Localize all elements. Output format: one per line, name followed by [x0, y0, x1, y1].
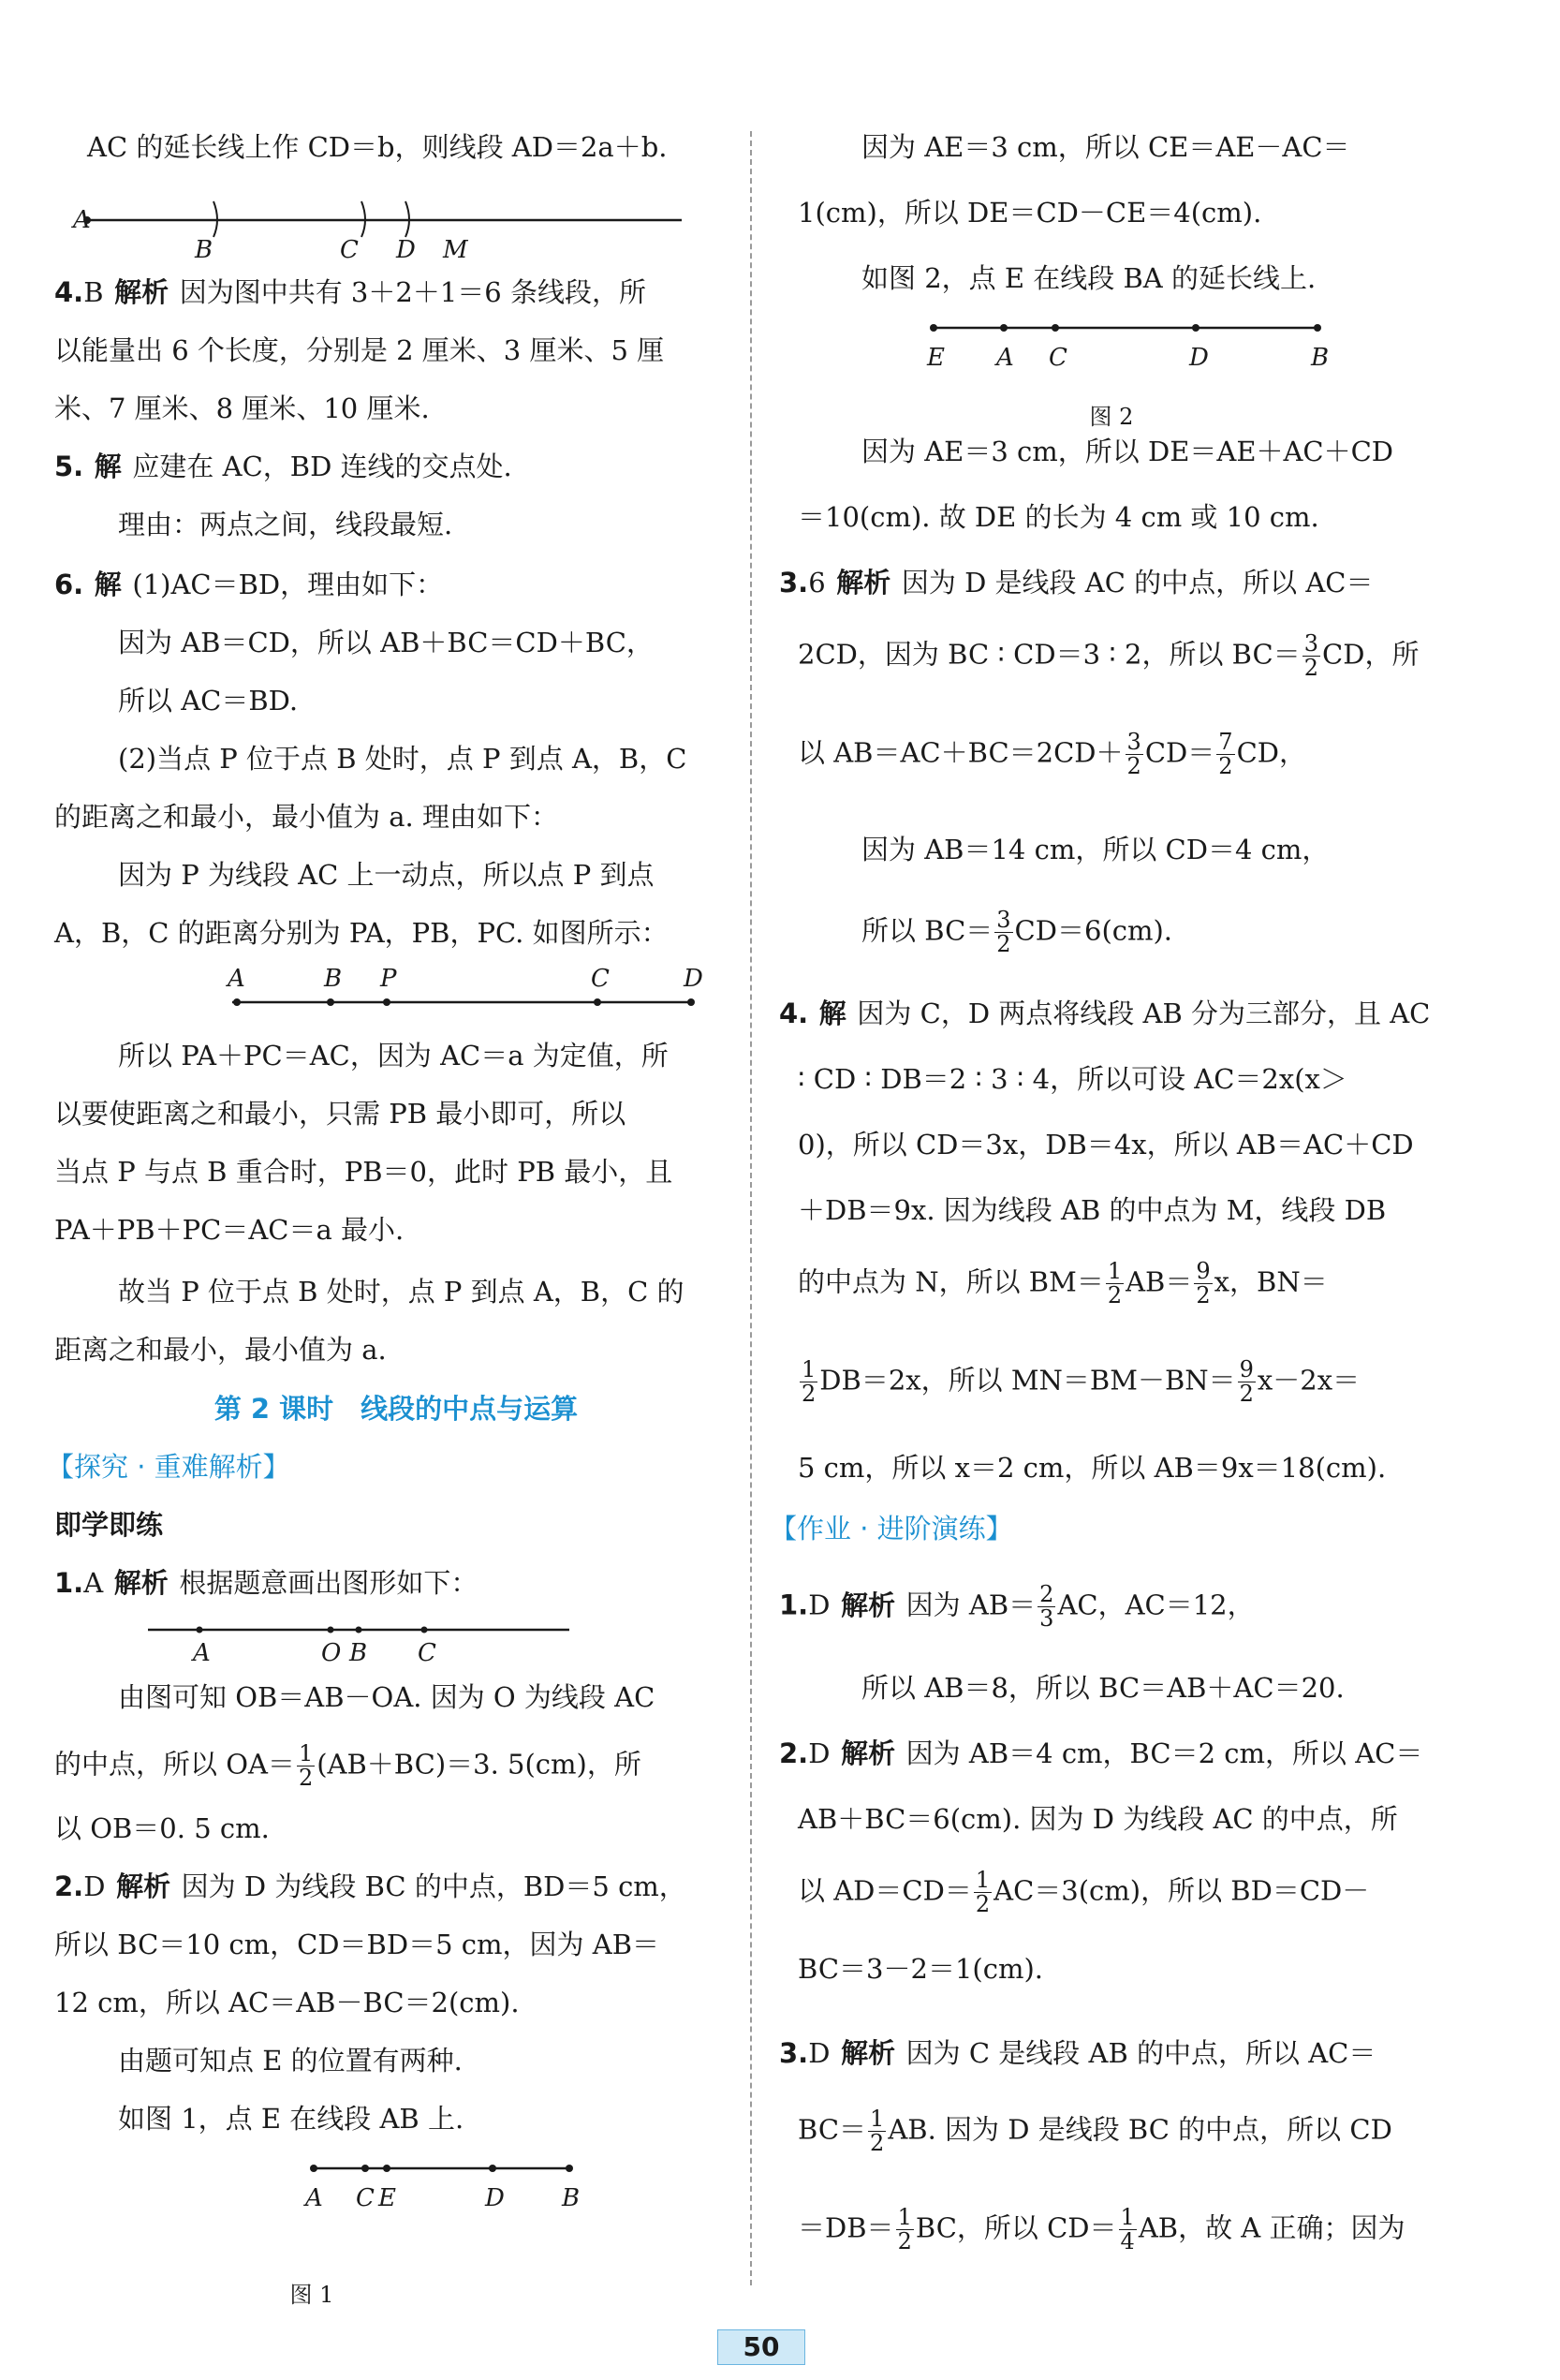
p1-line4: 以 OB＝0. 5 cm.	[54, 1812, 270, 1844]
q6-line7: A，B，C 的距离分别为 PA，PB，PC. 如图所示：	[54, 917, 669, 949]
p4-line3: 0)，所以 CD＝3x，DB＝4x，所以 AB＝AC＋CD	[798, 1129, 1414, 1160]
h3-line1: 3.D 解析 因为 C 是线段 AB 的中点，所以 AC＝	[779, 2037, 1376, 2069]
label-b: B	[324, 965, 343, 993]
label-c: C	[591, 965, 610, 993]
fraction: $\frac{1}{2}$	[975, 1867, 991, 1918]
label-e: E	[378, 2184, 396, 2212]
label-a: A	[305, 2184, 323, 2212]
h1-line1: 1.D 解析 因为 AB＝ $\frac{2}{3}$ AC，AC＝12，	[779, 1581, 1255, 1633]
p4-line4: ＋DB＝9x. 因为线段 AB 的中点为 M，线段 DB	[798, 1194, 1387, 1226]
fraction: $\frac{1}{2}$	[802, 1356, 817, 1408]
label-c: C	[1049, 344, 1067, 372]
subsection-heading: 即学即练	[54, 1509, 164, 1541]
fraction: $\frac{1}{2}$	[1107, 1258, 1123, 1309]
label-o: O	[321, 1639, 342, 1667]
p3-line1: 3.6 解析 因为 D 是线段 AC 的中点，所以 AC＝	[779, 567, 1374, 599]
page-number: 50	[717, 2329, 805, 2365]
label-b: B	[1311, 344, 1330, 372]
label-a: A	[193, 1639, 211, 1667]
q6-line5: 的距离之和最小，最小值为 a. 理由如下：	[54, 801, 558, 833]
q5-line1: 5. 解 应建在 AC，BD 连线的交点处.	[54, 451, 512, 482]
text-line: 1(cm)，所以 DE＝CD－CE＝4(cm).	[798, 197, 1262, 229]
h1-line2: 所以 AB＝8，所以 BC＝AB＋AC＝20.	[861, 1672, 1345, 1704]
q6-line1: 6. 解 (1)AC＝BD，理由如下：	[54, 569, 444, 600]
text-line: 如图 2，点 E 在线段 BA 的延长线上.	[861, 262, 1317, 294]
label-m: M	[443, 236, 468, 264]
label-c: C	[340, 236, 359, 264]
column-divider	[750, 131, 752, 2285]
h2-line3: 以 AD＝CD＝ $\frac{1}{2}$ AC＝3(cm)，所以 BD＝CD－	[798, 1867, 1370, 1918]
p2-line2: 所以 BC＝10 cm，CD＝BD＝5 cm，因为 AB＝	[54, 1929, 660, 1960]
p2-line5: 如图 1，点 E 在线段 AB 上.	[118, 2103, 464, 2135]
text-line: ＝10(cm). 故 DE 的长为 4 cm 或 10 cm.	[798, 501, 1319, 533]
q6-line3: 所以 AC＝BD.	[118, 685, 299, 717]
label-d: D	[1189, 344, 1209, 372]
p4-line2: ∶ CD ∶ DB＝2 ∶ 3 ∶ 4，所以可设 AC＝2x(x＞	[798, 1063, 1347, 1095]
q6-line2: 因为 AB＝CD，所以 AB＋BC＝CD＋BC，	[118, 627, 654, 658]
text-line: 因为 AE＝3 cm，所以 DE＝AE＋AC＋CD	[861, 436, 1394, 467]
label-a: A	[228, 965, 245, 993]
q6-line8: 所以 PA＋PC＝AC，因为 AC＝a 为定值，所	[118, 1040, 669, 1072]
fraction: $\frac{3}{2}$	[1126, 729, 1141, 780]
q4-line2: 以能量出 6 个长度，分别是 2 厘米、3 厘米、5 厘	[54, 334, 665, 366]
fraction: $\frac{1}{2}$	[870, 2106, 885, 2157]
label-b: B	[349, 1639, 368, 1667]
label-p: P	[380, 965, 397, 993]
label-c: C	[356, 2184, 375, 2212]
q6-line12: 故当 P 位于点 B 处时，点 P 到点 A，B，C 的	[118, 1276, 684, 1308]
p3-line2: 2CD，因为 BC ∶ CD＝3 ∶ 2，所以 BC＝ $\frac{3}{2}$ CD，所	[798, 630, 1420, 682]
p3-line4: 因为 AB＝14 cm，所以 CD＝4 cm，	[861, 834, 1330, 865]
fraction: $\frac{3}{2}$	[996, 907, 1011, 958]
p4-line1: 4. 解 因为 C，D 两点将线段 AB 分为三部分，且 AC	[779, 998, 1431, 1029]
fraction: $\frac{1}{2}$	[298, 1740, 314, 1792]
figure-1-segment	[242, 2150, 635, 2215]
figure-segment-abcdm	[73, 192, 747, 267]
h2-line4: BC＝3－2＝1(cm).	[798, 1953, 1043, 1985]
p4-line6: $\frac{1}{2}$ DB＝2x，所以 MN＝BM－BN＝ $\frac{9}{2}$ x－2x＝	[802, 1356, 1361, 1408]
fraction: $\frac{1}{4}$	[1120, 2204, 1135, 2255]
section-heading: 【探究 · 重难解析】	[47, 1451, 290, 1483]
q6-line10: 当点 P 与点 B 重合时，PB＝0，此时 PB 最小，且	[54, 1156, 673, 1188]
p1-line1: 1.A 解析 根据题意画出图形如下：	[54, 1567, 478, 1599]
fraction: $\frac{2}{3}$	[1039, 1581, 1054, 1633]
fraction: $\frac{9}{2}$	[1196, 1258, 1211, 1309]
figure-1-caption: 图 1	[289, 2282, 334, 2308]
q6-line9: 以要使距离之和最小，只需 PB 最小即可，所以	[54, 1098, 626, 1130]
q4-line1: 4.B 解析 因为图中共有 3＋2＋1＝6 条线段，所	[54, 276, 646, 308]
q5-line2: 理由：两点之间，线段最短.	[118, 509, 453, 540]
section-heading: 【作业 · 进阶演练】	[770, 1513, 1013, 1545]
label-c: C	[418, 1639, 436, 1667]
p1-line3: 的中点，所以 OA＝ $\frac{1}{2}$ (AB＋BC)＝3. 5(cm)，所	[54, 1740, 641, 1792]
label-b: B	[195, 236, 213, 264]
figure-segment-abpcd	[110, 960, 703, 1026]
figure-2-caption: 图 2	[1089, 404, 1134, 430]
q6-line4: (2)当点 P 位于点 B 处时，点 P 到点 A，B，C	[118, 743, 687, 775]
lesson-title: 第 2 课时 线段的中点与运算	[213, 1393, 579, 1425]
p2-line1: 2.D 解析 因为 D 为线段 BC 的中点，BD＝5 cm，	[54, 1870, 686, 1902]
q6-line6: 因为 P 为线段 AC 上一动点，所以点 P 到点	[118, 859, 655, 891]
label-d: D	[396, 236, 416, 264]
h2-line1: 2.D 解析 因为 AB＝4 cm，BC＝2 cm，所以 AC＝	[779, 1737, 1423, 1769]
figure-segment-aobc	[148, 1616, 616, 1672]
label-b: B	[562, 2184, 581, 2212]
label-d: D	[485, 2184, 505, 2212]
p3-line3: 以 AB＝AC＋BC＝2CD＋ $\frac{3}{2}$ CD＝ $\frac{7}{2}$ CD，	[798, 729, 1307, 780]
p2-line4: 由题可知点 E 的位置有两种.	[118, 2045, 463, 2077]
q6-line11: PA＋PB＋PC＝AC＝a 最小.	[54, 1214, 405, 1246]
fraction: $\frac{9}{2}$	[1239, 1356, 1254, 1408]
fraction: $\frac{3}{2}$	[1303, 630, 1318, 682]
h3-line3: ＝DB＝ $\frac{1}{2}$ BC，所以 CD＝ $\frac{1}{4}$ AB，故 A 正确；因为	[798, 2204, 1405, 2255]
fraction: $\frac{7}{2}$	[1218, 729, 1233, 780]
fraction: $\frac{1}{2}$	[897, 2204, 912, 2255]
q4-line3: 米、7 厘米、8 厘米、10 厘米.	[54, 392, 430, 424]
p4-line5: 的中点为 N，所以 BM＝ $\frac{1}{2}$ AB＝ $\frac{9}{2}$ x，BN＝	[798, 1258, 1328, 1309]
h3-line2: BC＝ $\frac{1}{2}$ AB. 因为 D 是线段 BC 的中点，所以 CD	[798, 2106, 1392, 2157]
h2-line2: AB＋BC＝6(cm). 因为 D 为线段 AC 的中点，所	[798, 1803, 1398, 1835]
p2-line3: 12 cm，所以 AC＝AB－BC＝2(cm).	[54, 1987, 520, 2018]
text-line: AC 的延长线上作 CD＝b，则线段 AD＝2a＋b.	[87, 131, 668, 163]
figure-2-segment	[910, 314, 1341, 379]
p4-line7: 5 cm，所以 x＝2 cm，所以 AB＝9x＝18(cm).	[798, 1452, 1387, 1484]
label-d: D	[684, 965, 703, 993]
label-a: A	[73, 206, 91, 234]
q6-line13: 距离之和最小，最小值为 a.	[54, 1334, 387, 1366]
p1-line2: 由图可知 OB＝AB－OA. 因为 O 为线段 AC	[118, 1681, 655, 1713]
text-line: 因为 AE＝3 cm，所以 CE＝AE－AC＝	[861, 131, 1350, 163]
label-a: A	[996, 344, 1014, 372]
p3-line5: 所以 BC＝ $\frac{3}{2}$ CD＝6(cm).	[861, 907, 1173, 958]
label-e: E	[927, 344, 945, 372]
